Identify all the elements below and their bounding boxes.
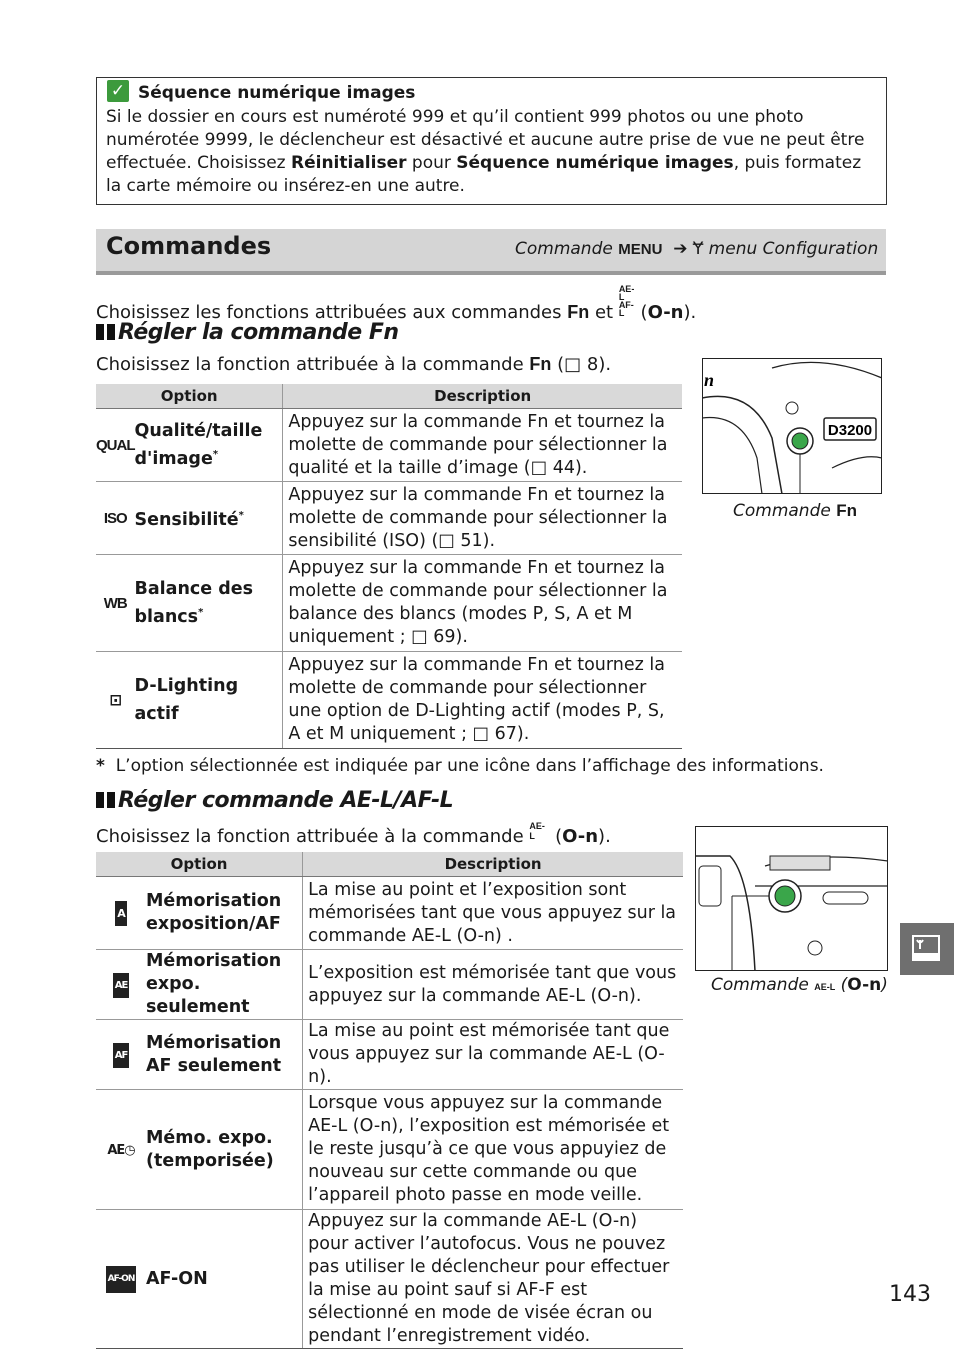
ae-af-lock-icon: A bbox=[96, 877, 146, 950]
menu-icon: MENU bbox=[618, 241, 663, 258]
fn-table bbox=[96, 384, 682, 749]
ael-caption: Commande AE-L (O-n) bbox=[711, 975, 888, 995]
table-row: QUAL Qualité/taille d'image* Appuyez sur la commande Fn et tournez la molette de commande pour sélectionner la qualité et la taille d’image (□ 44). bbox=[96, 409, 682, 482]
ael-icon: AE-L AF-L bbox=[618, 284, 635, 318]
table-row: AF Mémorisation AF seulement La mise au point est mémorisée tant que vous appuyez sur la commande AE-L (O-n). bbox=[96, 1020, 683, 1090]
ael-heading: Régler commande AE-L/AF-L bbox=[96, 788, 453, 813]
ae-lock-icon: AE bbox=[96, 950, 146, 1020]
key-icon: O-n bbox=[562, 826, 599, 847]
setup-menu-icon bbox=[900, 923, 954, 975]
arrow-icon: ➔ bbox=[673, 239, 688, 259]
wrench-icon: Ɏ bbox=[692, 239, 704, 259]
note-body: Si le dossier en cours est numéroté 999 et qu’il contient 999 photos ou une photo numérotée 9999, le déclencheur est désactivé et aucune autre prise de vue ne peut être effectuée. Choisissez Réinitialiser pour Séquence numérique images, puis formatez la carte mémoire ou insérez-en une autre. bbox=[106, 107, 865, 196]
camera-model-label: D3200 bbox=[827, 422, 873, 439]
section-nav: Commande MENU ➔ Ɏ menu Configuration bbox=[515, 239, 879, 259]
page-number: 143 bbox=[889, 1282, 931, 1307]
table-row: AE◷ Mémo. expo. (temporisée) Lorsque vous appuyez sur la commande AE-L (O-n), l’exposition est mémorisée et le reste jusqu’à ce que vous appuyiez de nouveau sur cette commande ou que l’appareil photo passe en mode veille. bbox=[96, 1090, 683, 1210]
table-row: AE Mémorisation expo. seulement L’exposition est mémorisée tant que vous appuyez sur la commande AE-L (O-n). bbox=[96, 950, 683, 1020]
table-row: WB Balance des blancs* Appuyez sur la commande Fn et tournez la molette de commande pour sélectionner la balance des blancs (modes P, S, A et M uniquement ; □ 69). bbox=[96, 555, 682, 652]
fn-heading: Régler la commande Fn bbox=[96, 320, 399, 345]
ae-hold-icon: AE◷ bbox=[96, 1090, 146, 1210]
note-title: Séquence numérique images bbox=[138, 83, 416, 103]
camera-fn-illustration bbox=[702, 358, 882, 494]
section-title: Commandes bbox=[106, 232, 272, 260]
fn-col-option: Option bbox=[96, 384, 283, 409]
footnote: * L’option sélectionnée est indiquée par une icône dans l’affichage des informations. bbox=[96, 756, 824, 776]
ael-table bbox=[96, 852, 683, 1349]
table-row: AF-ON AF-ON Appuyez sur la commande AE-L (O-n) pour activer l’autofocus. Vous ne pouvez pas utiliser le déclencheur pour effectuer la mise au point sauf si AF-F est sélectionné en mode de visée écran ou pendant l’enregistrement vidéo. bbox=[96, 1210, 683, 1349]
af-lock-icon: AF bbox=[96, 1020, 146, 1090]
book-icon: □ bbox=[564, 354, 587, 375]
iso-icon: ISO bbox=[96, 482, 135, 555]
fn-col-desc: Description bbox=[283, 384, 682, 409]
setup-menu-tab bbox=[900, 923, 954, 975]
ael-col-option: Option bbox=[96, 852, 303, 877]
fn-intro: Choisissez la fonction attribuée à la commande Fn (□ 8). bbox=[96, 354, 612, 375]
ael-intro: Choisissez la fonction attribuée à la commande AE-L (O-n). bbox=[96, 821, 611, 847]
table-row: ⊡ D-Lighting actif Appuyez sur la commande Fn et tournez la molette de commande pour sélectionner une option de D-Lighting actif (modes P, S, A et M uniquement ; □ 67). bbox=[96, 652, 682, 749]
ael-col-desc: Description bbox=[303, 852, 683, 877]
ael-icon: AE-L bbox=[529, 821, 545, 841]
check-icon: ✓ bbox=[107, 80, 129, 102]
qual-icon: QUAL bbox=[96, 409, 135, 482]
wb-icon: WB bbox=[96, 555, 135, 652]
key-icon: O-n bbox=[647, 302, 684, 323]
af-on-icon: AF-ON bbox=[96, 1210, 146, 1349]
table-row: A Mémorisation exposition/AF La mise au point et l’exposition sont mémorisées tant que vous appuyez sur la commande AE-L (O-n) . bbox=[96, 877, 683, 950]
table-row: ISO Sensibilité* Appuyez sur la commande Fn et tournez la molette de commande pour sélectionner la sensibilité (ISO) (□ 51). bbox=[96, 482, 682, 555]
fn-caption: Commande Fn bbox=[733, 501, 858, 521]
section-intro: Choisissez les fonctions attribuées aux commandes Fn et AE-L AF-L (O-n). bbox=[96, 284, 697, 323]
d-lighting-icon: ⊡ bbox=[96, 652, 135, 749]
camera-ael-illustration bbox=[695, 826, 888, 971]
svg-text:n: n bbox=[704, 370, 715, 390]
